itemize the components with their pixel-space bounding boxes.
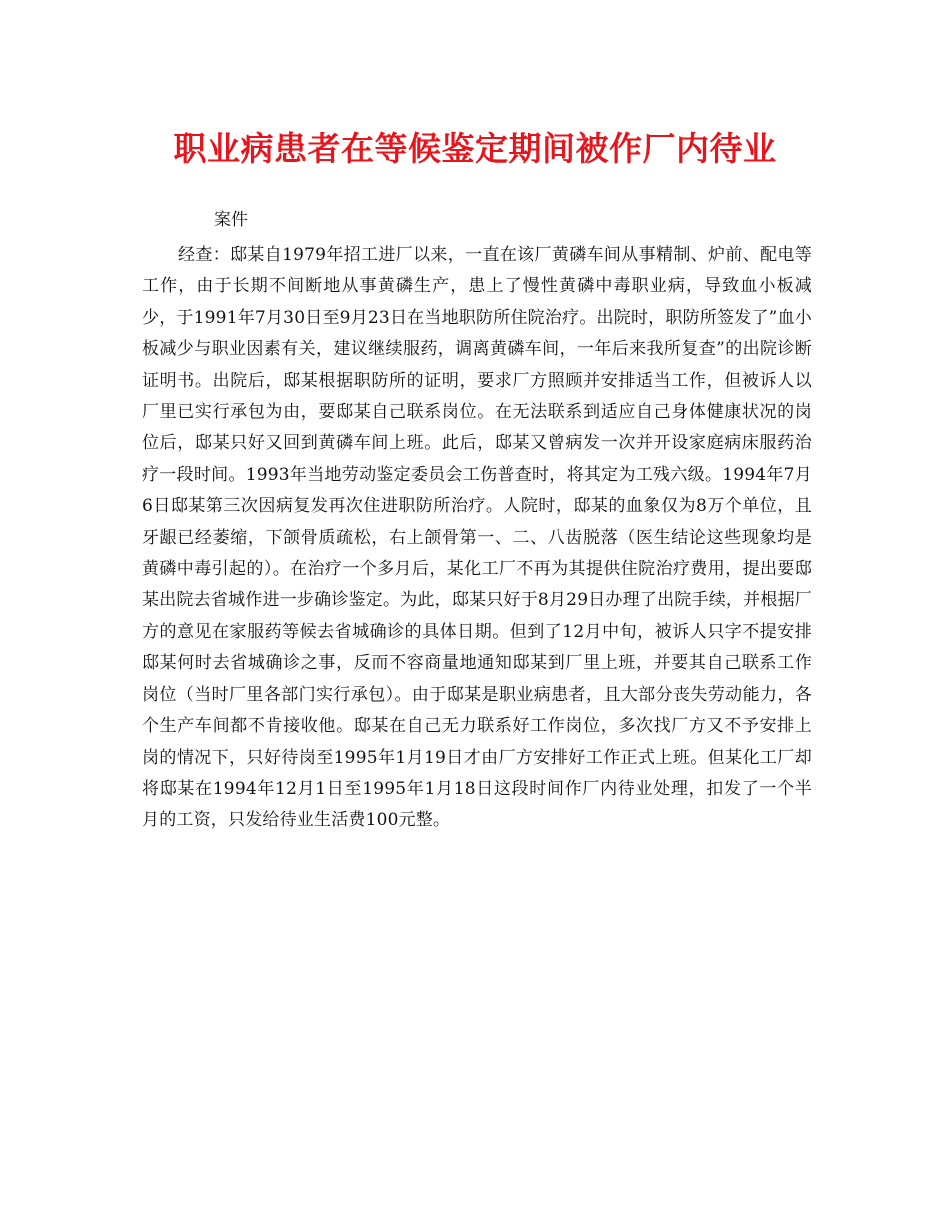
case-paragraph: 经查：邸某自1979年招工进厂以来，一直在该厂黄磷车间从事精制、炉前、配电等工作，由于长期不间断地从事黄磷生产，患上了慢性黄磷中毒职业病，导致血小板减少，于1991年7月30日至9月23日在当地职防所住院治疗。出院时，职防所签发了”血小板减少与职业因素有关，建议继续服药，调离黄磷车间，一年后来我所复查”的出院诊断证明书。出院后，邸某根据职防所的证明，要求厂方照顾并安排适当工作，但被诉人以厂里已实行承包为由，要邸某自己联系岗位。在无法联系到适应自己身体健康状况的岗位后，邸某只好又回到黄磷车间上班。此后，邸某又曾病发一次并开设家庭病床服药治疗一段时间。1993年当地劳动鉴定委员会工伤普查时，将其定为工残六级。1994年7月6日邸某第三次因病复发再次住进职防所治疗。人院时，邸某的血象仅为8万个单位，且牙龈已经萎缩，下颌骨质疏松，右上颌骨第一、二、八齿脱落（医生结论这些现象均是黄磷中毒引起的）。在治疗一个多月后，某化工厂不再为其提供住院治疗费用，提出要邸某出院去省城作进一步确诊鉴定。为此，邸某只好于8月29日办理了出院手续，并根据厂方的意见在家服药等候去省城确诊的具体日期。但到了12月中旬，被诉人只字不提安排邸某何时去省城确诊之事，反而不容商量地通知邸某到厂里上班，并要其自己联系工作岗位（当时厂里各部门实行承包）。由于邸某是职业病患者，且大部分丧失劳动能力，各个生产车间都不肯接收他。邸某在自己无力联系好工作岗位，多次找厂方又不予安排上岗的情况下，只好待岗至1995年1月19日才由厂方安排好工作正式上班。但某化工厂却将邸某在1994年12月1日至1995年1月18日这段时间作厂内待业处理，扣发了一个半月的工资，只发给待业生活费100元整。 bbox=[142, 245, 812, 831]
document-title: 职业病患者在等候鉴定期间被作厂内待业 bbox=[173, 129, 777, 168]
section-label: 案件 bbox=[214, 210, 248, 230]
